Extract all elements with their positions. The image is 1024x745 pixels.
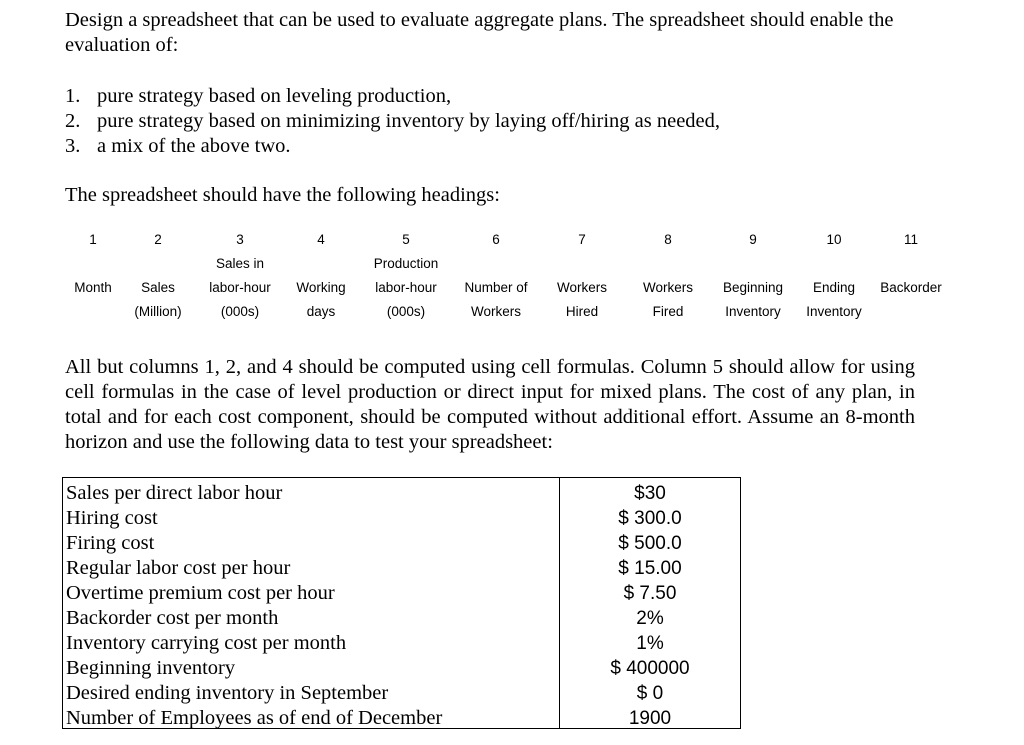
column-label-line2: Beginning — [722, 280, 784, 295]
column-number: 10 — [826, 232, 842, 247]
list-item — [65, 134, 720, 159]
column-label-line1: Sales in — [215, 256, 265, 271]
data-row-label: Firing cost — [66, 532, 155, 554]
column-number: 8 — [664, 232, 672, 247]
data-row-label: Overtime premium cost per hour — [66, 582, 335, 604]
intro-paragraph: Design a spreadsheet that can be used to evaluate aggregate plans. The spreadsheet should enable the evaluation of: — [65, 9, 894, 56]
column-number: 3 — [236, 232, 244, 247]
list-item — [65, 84, 720, 109]
list-item-text: pure strategy based on leveling production, — [97, 85, 452, 107]
column-number: 5 — [402, 232, 410, 247]
column-number: 6 — [492, 232, 500, 247]
data-row-value: $ 7.50 — [623, 583, 677, 604]
column-label-line3: Hired — [565, 304, 599, 319]
data-row-label: Backorder cost per month — [66, 607, 279, 629]
data-row-label: Hiring cost — [66, 507, 158, 529]
data-row-label: Sales per direct labor hour — [66, 482, 283, 504]
data-row-label: Beginning inventory — [66, 657, 236, 679]
column-label-line1: Production — [373, 256, 439, 271]
column-label-line2: labor-hour — [209, 280, 271, 295]
data-row-label: Number of Employees as of end of December — [66, 707, 443, 729]
data-row-value: 1% — [636, 633, 664, 654]
list-item-number: 2. — [65, 110, 81, 132]
headings-table — [0, 228, 1024, 328]
column-number: 2 — [154, 232, 162, 247]
column-label-line2: Month — [74, 280, 112, 295]
value-column — [560, 478, 740, 728]
column-label-line3: Inventory — [725, 304, 781, 319]
column-label-line2: labor-hour — [375, 280, 437, 295]
column-label-line3: Fired — [652, 304, 684, 319]
test-data-table — [62, 477, 741, 729]
data-row-label: Desired ending inventory in September — [66, 682, 389, 704]
column-number: 4 — [317, 232, 325, 247]
data-row-label: Regular labor cost per hour — [66, 557, 291, 579]
column-label-line3: (000s) — [386, 304, 426, 319]
column-label-line2: Number of — [464, 280, 528, 295]
data-row-value: $ 0 — [636, 683, 664, 704]
column-label-line3: Inventory — [806, 304, 862, 319]
column-number: 1 — [89, 232, 97, 247]
list-item-text: pure strategy based on minimizing inventory by laying off/hiring as needed, — [97, 110, 721, 132]
column-number: 11 — [903, 232, 918, 247]
column-label-line3: days — [306, 304, 336, 319]
list-item-text: a mix of the above two. — [97, 135, 291, 157]
column-label-line2: Workers — [556, 280, 607, 295]
label-column — [63, 478, 560, 728]
data-row-value: $ 300.0 — [618, 508, 682, 529]
data-row-value: $ 15.00 — [618, 558, 682, 579]
task-list — [65, 84, 720, 159]
data-row-value: $ 500.0 — [618, 533, 682, 554]
column-number: 7 — [578, 232, 586, 247]
data-row-label: Inventory carrying cost per month — [66, 632, 347, 654]
list-item-number: 3. — [65, 135, 81, 157]
column-label-line2: Sales — [141, 280, 175, 295]
list-item — [65, 109, 720, 134]
column-label-line3: (000s) — [220, 304, 260, 319]
list-item-number: 1. — [65, 85, 81, 107]
data-row-value: $30 — [634, 483, 666, 504]
column-label-line2: Ending — [812, 280, 856, 295]
column-label-line2: Workers — [642, 280, 693, 295]
data-row-value: 2% — [636, 608, 664, 629]
data-row-value: 1900 — [628, 708, 672, 729]
column-label-line2: Backorder — [880, 280, 942, 295]
headings-intro: The spreadsheet should have the following headings: — [65, 184, 500, 206]
column-label-line3: Workers — [470, 304, 521, 319]
column-label-line2: Working — [296, 280, 346, 295]
column-label-line3: (Million) — [134, 304, 182, 319]
data-row-value: $ 400000 — [610, 658, 690, 679]
column-number: 9 — [749, 232, 757, 247]
instructions-paragraph: All but columns 1, 2, and 4 should be computed using cell formulas. Column 5 should allow for using cell formulas in the case of level production or direct input for mixed plans. The cost of any plan, in total and for each cost component, should be computed without additional effort. Assume an 8-month horizon and use the following data to test your spreadsheet: — [65, 356, 915, 453]
